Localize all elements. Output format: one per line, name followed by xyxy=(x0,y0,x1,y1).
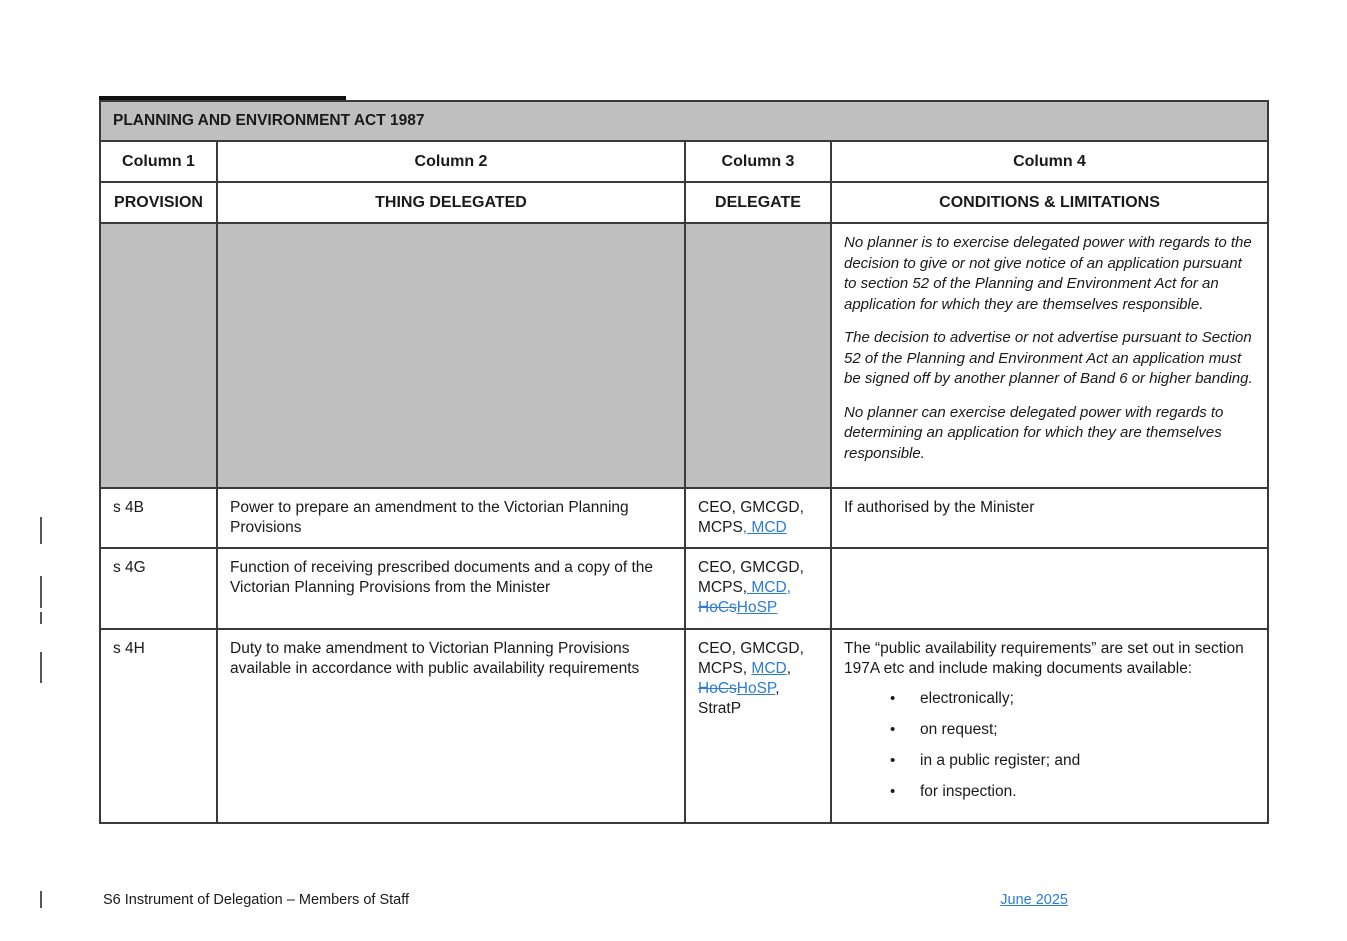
bullet-icon: • xyxy=(890,690,896,707)
shaded-empty-cell xyxy=(217,223,685,488)
bullet-item xyxy=(890,782,1255,802)
column4-header: Column 4 xyxy=(831,141,1268,182)
thing-delegated-cell: Function of receiving prescribed documents and a copy of the Victorian Planning Provisions from the Minister xyxy=(217,548,685,629)
bullet-item xyxy=(890,689,1255,709)
column1-header: Column 1 xyxy=(100,141,217,182)
tracked-change-bar xyxy=(40,652,42,683)
conditions-cell xyxy=(831,548,1268,629)
bullet-item-text: in a public register; and xyxy=(920,752,1081,769)
delegate-text: CEO, GMCGD, MCPS, xyxy=(698,559,804,596)
condition-paragraph: No planner can exercise delegated power with regards to determining an application for which they are themselves responsible. xyxy=(844,403,1224,462)
footer-date-link[interactable]: June 2025 xyxy=(1000,892,1068,908)
inserted-text: MCD, xyxy=(747,579,792,596)
column2-header: Column 2 xyxy=(217,141,685,182)
bullet-item-text: electronically; xyxy=(920,690,1014,707)
tracked-change-bar xyxy=(40,612,42,624)
delegate-text: , StratP xyxy=(698,680,780,717)
act-title: PLANNING AND ENVIRONMENT ACT 1987 xyxy=(100,101,1268,141)
column-number-header-row xyxy=(100,141,1268,182)
footer-document-title: S6 Instrument of Delegation – Members of Staff xyxy=(103,892,410,908)
condition-paragraph: The decision to advertise or not advertise pursuant to Section 52 of the Planning and Environment Act an application must be signed off by another planner of Band 6 or higher banding. xyxy=(844,329,1253,387)
conditions-intro-text: The “public availability requirements” are set out in section 197A etc and include making documents available: xyxy=(844,640,1244,677)
shaded-empty-cell xyxy=(685,223,831,488)
condition-paragraph: No planner is to exercise delegated power with regards to the decision to give or not give notice of an application pursuant to section 52 of the Planning and Environment Act for an application for which they are themselves responsible. xyxy=(844,234,1252,313)
provision-cell: s 4H xyxy=(100,629,217,823)
bullet-item xyxy=(890,720,1255,740)
bullet-item-text: for inspection. xyxy=(920,783,1017,800)
table-row xyxy=(100,488,1268,548)
delegate-text: , xyxy=(786,660,792,677)
conditions-cell: If authorised by the Minister xyxy=(831,488,1268,548)
shaded-empty-cell xyxy=(100,223,217,488)
planner-conditions-cell xyxy=(831,223,1268,488)
bullet-icon: • xyxy=(890,752,896,769)
provision-header: PROVISION xyxy=(100,182,217,223)
provision-cell: s 4B xyxy=(100,488,217,548)
inserted-text: HoSP xyxy=(736,680,776,697)
tracked-change-bar xyxy=(40,576,42,608)
bullet-item xyxy=(890,751,1255,771)
column3-header: Column 3 xyxy=(685,141,831,182)
conditions-bullet-list xyxy=(844,689,1255,802)
tracked-change-bar xyxy=(40,891,42,908)
deleted-text: HoCs xyxy=(698,599,737,616)
provision-cell: s 4G xyxy=(100,548,217,629)
table-row xyxy=(100,548,1268,629)
inserted-text: MCD xyxy=(751,660,787,677)
conditions-header: CONDITIONS & LIMITATIONS xyxy=(831,182,1268,223)
delegate-cell xyxy=(685,488,831,548)
thing-delegated-header: THING DELEGATED xyxy=(217,182,685,223)
conditions-cell xyxy=(831,629,1268,823)
delegate-header: DELEGATE xyxy=(685,182,831,223)
bullet-icon: • xyxy=(890,783,896,800)
bullet-icon: • xyxy=(890,721,896,738)
bullet-item-text: on request; xyxy=(920,721,998,738)
delegate-cell xyxy=(685,629,831,823)
thing-delegated-cell: Duty to make amendment to Victorian Planning Provisions available in accordance with public availability requirements xyxy=(217,629,685,823)
field-header-row xyxy=(100,182,1268,223)
delegate-cell xyxy=(685,548,831,629)
thing-delegated-cell: Power to prepare an amendment to the Victorian Planning Provisions xyxy=(217,488,685,548)
table-row xyxy=(100,223,1268,488)
deleted-text: HoCs xyxy=(698,680,737,697)
table-title-row xyxy=(100,101,1268,141)
delegation-table xyxy=(99,100,1269,824)
page-footer xyxy=(103,892,1068,908)
inserted-text: HoSP xyxy=(736,599,778,616)
table-row xyxy=(100,629,1268,823)
delegate-text: CEO, GMCGD, MCPS, xyxy=(698,640,804,677)
inserted-text: , MCD xyxy=(742,519,787,536)
tracked-change-bar xyxy=(40,517,42,544)
delegate-text: CEO, GMCGD, MCPS xyxy=(698,499,804,536)
